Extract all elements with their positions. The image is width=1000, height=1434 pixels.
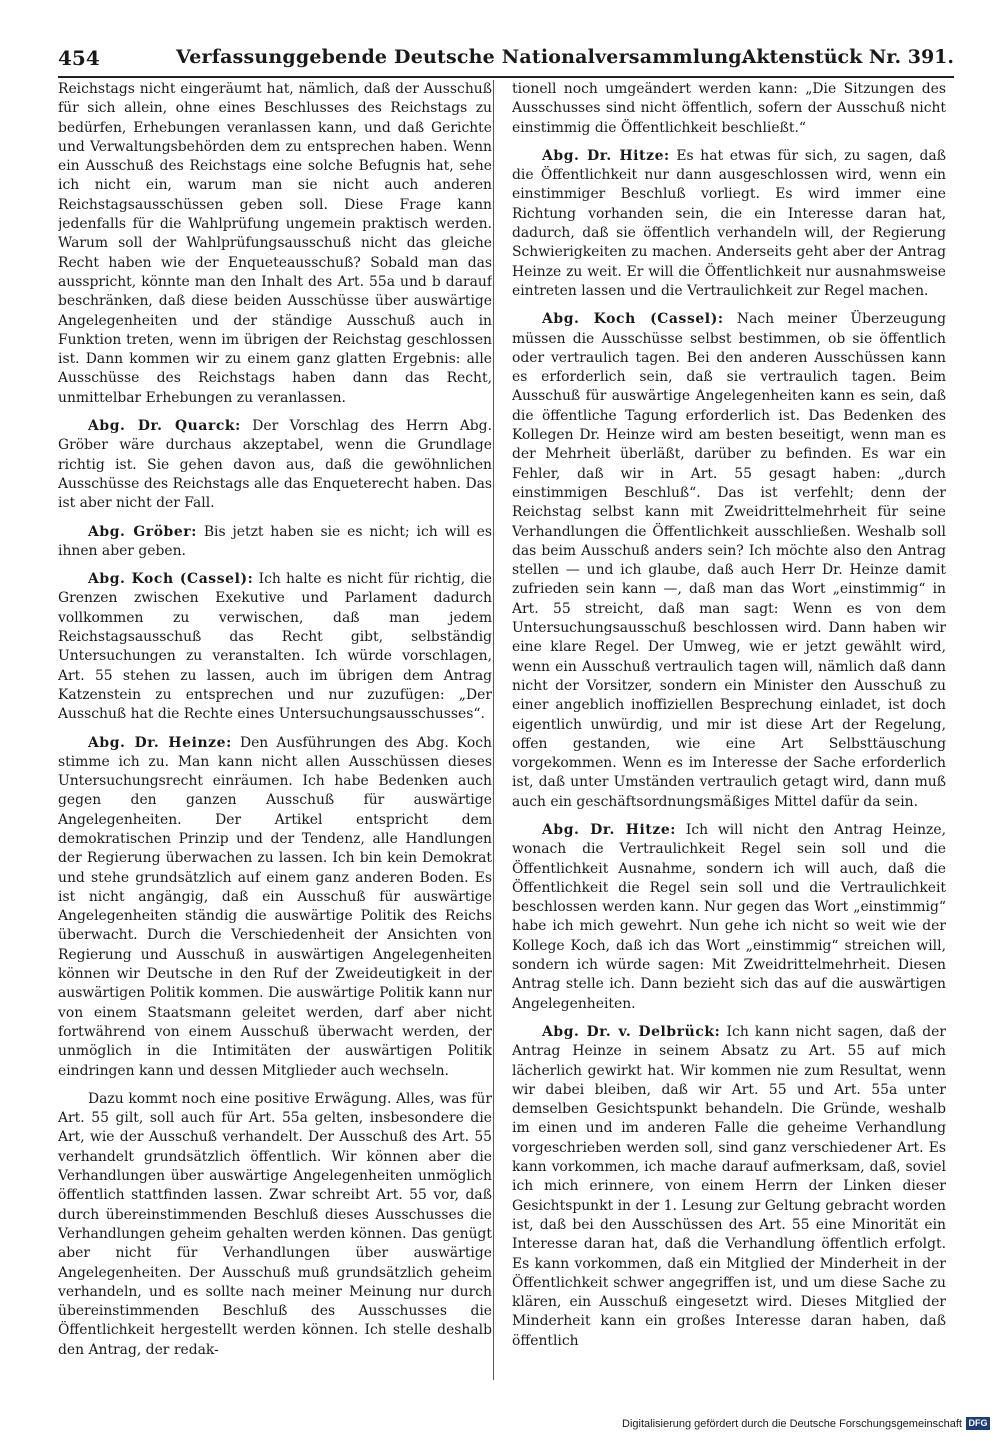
paragraph — [512, 1023, 946, 1351]
paragraph-text: Ich will nicht den Antrag Heinze, wonach die Vertraulichkeit Regel sein soll und die Öffentlichkeit Ausnahme, sondern ich will auch, daß die Öffentlichkeit die Regel sein soll und die Vertraulichkeit beschlossen werden kann. Nur gegen das Wort „einstimmig“ habe ich mich gewehrt. Nun gehe ich nicht so weit wie der Kollege Koch, daß ich das Wort „einstimmig“ streichen will, sondern ich würde sagen: Mit Zweidrittelmehrheit. Diesen Antrag stelle ich. Dann bezieht sich das auf die auswärtigen Angelegenheiten. — [512, 821, 946, 1012]
digitization-footer — [600, 1418, 990, 1432]
paragraph-text: Nach meiner Überzeugung müssen die Ausschüsse selbst bestimmen, ob sie öffentlich oder vertraulich tagen. Bei den anderen Ausschüssen kann es erforderlich sein, daß sie vertraulich tagen. Beim Ausschuß für auswärtige Angelegenheiten kann es sein, daß die öffentliche Tagung erforderlich ist. Das Bedenken des Kollegen Dr. Heinze wird am besten beseitigt, wenn man es der Mehrheit überläßt, darüber zu befinden. Es war ein Fehler, daß wir in Art. 55 gesagt haben: „durch einstimmigen Beschluß“. Das ist verfehlt; denn der Reichstag selbst kann mit Zweidrittelmehrheit für seine Verhandlungen die Öffentlichkeit ausschließen. Weshalb soll das beim Ausschuß anders sein? Ich möchte also den Antrag stellen — und ich glaube, daß auch Herr Dr. Heinze damit zufrieden sein kann —, daß man das Wort „einstimmig“ in Art. 55 streicht, daß man sagt: Wenn es von dem Untersuchungsausschuß beschlossen wird. Dann haben wir eine klare Regel. Der Umweg, wie er jetzt gewählt wird, wenn ein Ausschuß vertraulich tagen will, nämlich daß dann nicht der Vorsitzer, sondern ein Minister den Ausschuß zu einer angeblich inoffiziellen Besprechung einladet, ist doch eigentlich unwürdig, und mir ist diese Art der Regelung, offen gestanden, wie eine Art Selbsttäuschung vorgekommen. Wenn es im Interesse der Sache erforderlich ist, daß unter Umständen vertraulich getagt wird, dann muß auch ein geschäftsordnungsmäßiges Mittel dafür da sein. — [512, 311, 946, 810]
paragraph — [512, 147, 946, 301]
document-reference: Aktenstück Nr. 391. — [741, 46, 954, 68]
speaker-name: Abg. Koch (Cassel): — [88, 571, 254, 588]
left-column — [58, 80, 492, 1390]
running-title: Verfassunggebende Deutsche Nationalversammlung. — [176, 46, 749, 68]
page-header — [58, 44, 954, 74]
paragraph — [512, 310, 946, 812]
paragraph-text: Ich halte es nicht für richtig, die Grenzen zwischen Exekutive und Parlament dadurch vollkommen zu verwischen, daß man jedem Reichstagsausschuß das Recht gibt, selbständig Untersuchungen zu veranstalten. Ich würde vorschlagen, Art. 55 stehen zu lassen, auch im übrigen dem Antrag Katzenstein zu entsprechen und nur zuzufügen: „Der Ausschuß hat die Rechte eines Untersuchungsausschusses“. — [58, 571, 492, 723]
page-number: 454 — [58, 46, 100, 70]
paragraph-text: Ich kann nicht sagen, daß der Antrag Heinze in seinem Absatz zu Art. 55 auf mich lächerlich gewirkt hat. Wir kommen nie zum Resultat, wenn wir dabei bleiben, daß wir Art. 55 und Art. 55a unter demselben Gesichtspunkt behandeln. Die Gründe, weshalb im einen und im anderen Falle die geheime Verhandlung vorgeschrieben werden soll, sind ganz verschiedener Art. Es kann vorkommen, ich mache darauf aufmerksam, daß, soviel ich mich erinnere, von einem Herrn der Linken dieser Gesichtspunkt in der 1. Lesung zur Geltung gebracht worden ist, daß bei den Ausschüssen des Art. 55 eine Minorität ein Interesse daran hat, daß die Verhandlung öffentlich erfolgt. Es kann vorkommen, daß ein Mitglied der Minderheit in der Öffentlichkeit schwer angegriffen ist, und um diese Sache zu klären, ein Ausschuß eingesetzt wird. Dieses Mitglied der Minderheit kann ein großes Interesse daran haben, daß öffentlich — [512, 1023, 946, 1349]
speaker-name: Abg. Dr. v. Delbrück: — [542, 1023, 721, 1040]
paragraph — [58, 570, 492, 724]
footer-credit: Digitalisierung gefördert durch die Deutsche Forschungsgemeinschaft — [622, 1418, 962, 1430]
paragraph — [58, 417, 492, 513]
speaker-name: Abg. Gröber: — [88, 523, 197, 540]
paragraph-text: tionell noch umgeändert werden kann: „Die Sitzungen des Ausschusses sind nicht öffentlich, sofern der Ausschuß nicht einstimmig die Öffentlichkeit beschließt.“ — [512, 81, 946, 136]
speaker-name: Abg. Dr. Hitze: — [542, 147, 670, 164]
paragraph — [512, 821, 946, 1014]
dfg-logo: DFG — [966, 1417, 990, 1430]
speaker-name: Abg. Dr. Hitze: — [542, 821, 677, 838]
paragraph — [58, 734, 492, 1081]
paragraph-text: Bis jetzt haben sie es nicht; ich will es ihnen aber geben. — [58, 523, 492, 559]
paragraph-text: Es hat etwas für sich, zu sagen, daß die Öffentlichkeit nur dann ausgeschlossen wird, wenn ein einstimmiger Beschluß vorliegt. Es wird immer eine Richtung vorhanden sein, die ein Interesse daran hat, dadurch, daß sie öffentlich verhandeln will, der Regierung Schwierigkeiten zu machen. Anderseits geht aber der Antrag Heinze zu weit. Er will die Öffentlichkeit nur ausnahmsweise eintreten lassen und die Vertraulichkeit zur Regel machen. — [512, 147, 946, 299]
paragraph-text: Den Ausführungen des Abg. Koch stimme ich zu. Man kann nicht allen Ausschüssen dieses Untersuchungsrecht einräumen. Ich habe Bedenken auch gegen den ganzen Ausschuß für auswärtige Angelegenheiten. Der Artikel entspricht dem demokratischen Prinzip und der Tendenz, alle Handlungen der Regierung überwachen zu lassen. Ich bin kein Demokrat und stehe grundsätzlich auf einem ganz anderen Boden. Es ist nicht angängig, daß ein Ausschuß für auswärtige Angelegenheiten ständig die auswärtige Politik des Reichs überwacht. Durch die Verschiedenheit der Ansichten von Regierung und Ausschuß in auswärtigen Angelegenheiten können wir Deutsche in den Ruf der Zweideutigkeit in der auswärtigen Politik kommen. Die auswärtige Politik kann nur von einem Staatsmann geleitet werden, darf aber nicht fortwährend von einem Ausschuß überwacht werden, der unmöglich in die Intimitäten der auswärtigen Politik eindringen kann und dessen Mitglieder auch wechseln. — [58, 734, 492, 1079]
paragraph-text: Reichstags nicht eingeräumt hat, nämlich, daß der Ausschuß für sich allein, ohne eines Beschlusses des Reichstags zu bedürfen, Erhebungen veranlassen kann, und daß Gerichte und Verwaltungsbehörden dem zu entsprechen haben. Wenn ein Ausschuß des Reichstags eine solche Befugnis hat, sehe ich nicht ein, warum man sie nicht auch anderen Reichstagsausschüssen geben soll. Diese Frage kann jedenfalls für die Wahlprüfung ungemein praktisch werden. Warum soll der Wahlprüfungsausschuß nicht das gleiche Recht haben wie der Enqueteausschuß? Sobald man das ausspricht, könnte man den Inhalt des Art. 55a und b darauf beschränken, daß diese beiden Ausschüsse über auswärtige Angelegenheiten und der ständige Ausschuß auch in Funktion treten, wenn im übrigen der Reichstag geschlossen ist. Dann kommen wir zu einem ganz glatten Ergebnis: alle Ausschüsse des Reichstags haben dann das Recht, unmittelbar Erhebungen zu veranlassen. — [58, 81, 492, 406]
right-column — [512, 80, 946, 1390]
paragraph-text: Dazu kommt noch eine positive Erwägung. Alles, was für Art. 55 gilt, soll auch für Art. 55a gelten, insbesondere die Art, wie der Ausschuß verhandelt. Der Ausschuß des Art. 55 verhandelt grundsätzlich öffentlich. Wir können aber die Verhandlungen über auswärtige Angelegenheiten unmöglich öffentlich stattfinden lassen. Zwar schreibt Art. 55 vor, daß durch übereinstimmenden Beschluß dieses Ausschusses die Verhandlungen geheim gehalten werden können. Das genügt aber nicht für Verhandlungen über auswärtige Angelegenheiten. Der Ausschuß muß grundsätzlich geheim verhandeln, und es sollte nach meiner Meinung nur durch übereinstimmenden Beschluß des Ausschusses die Öffentlichkeit hergestellt werden können. Ich stelle deshalb den Antrag, der redak- — [58, 1090, 492, 1358]
paragraph — [58, 1090, 492, 1360]
paragraph-text: Der Vorschlag des Herrn Abg. Gröber wäre durchaus akzeptabel, wenn die Grundlage richtig ist. Sie gehen davon aus, daß die gewöhnlichen Ausschüsse des Reichstags alle das Enqueterecht haben. Das ist aber nicht der Fall. — [58, 418, 492, 512]
header-rule — [58, 76, 954, 78]
column-divider — [493, 80, 494, 1380]
speaker-name: Abg. Dr. Heinze: — [88, 734, 232, 751]
speaker-name: Abg. Koch (Cassel): — [542, 311, 724, 328]
paragraph — [58, 523, 492, 562]
paragraph — [58, 80, 492, 408]
paragraph — [512, 80, 946, 138]
speaker-name: Abg. Dr. Quarck: — [88, 418, 241, 435]
